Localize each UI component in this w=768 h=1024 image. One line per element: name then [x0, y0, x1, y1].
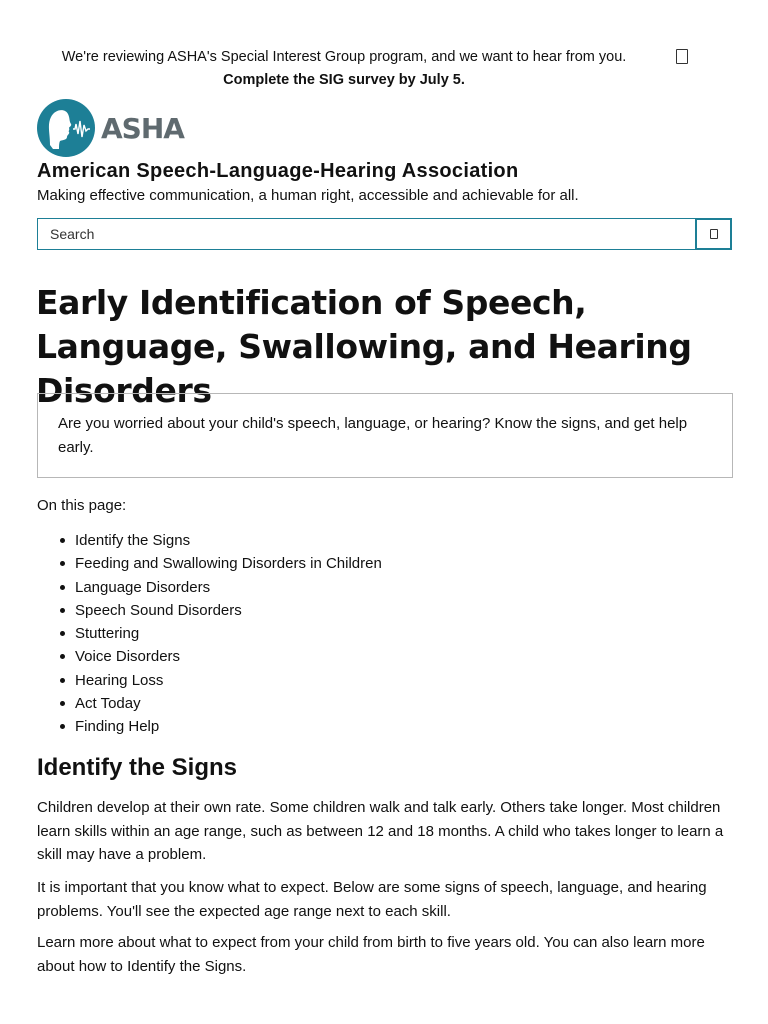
list-item	[37, 552, 382, 575]
asha-logo-mark-icon	[37, 99, 95, 157]
list-item	[37, 576, 382, 599]
toc-link-identify-signs[interactable]: Identify the Signs	[75, 532, 191, 549]
intro-callout: Are you worried about your child's speech, language, or hearing? Know the signs, and get help early.	[37, 393, 733, 478]
toc-link-speech-sound[interactable]: Speech Sound Disorders	[75, 601, 242, 619]
section-paragraph: Children develop at their own rate. Some children walk and talk early. Others take longer. Most children learn skills within an age range, such as between 12 and 18 months. A child who takes longer to learn a skill may have a problem.	[37, 799, 724, 863]
list-item	[37, 645, 382, 668]
org-name: American Speech-Language-Hearing Association	[37, 160, 519, 182]
search-button[interactable]	[695, 218, 732, 250]
list-item	[37, 715, 382, 738]
section-paragraph: Learn more about what to expect from your child from birth to five years old. You can also learn more about how to Identify the Signs.	[37, 934, 705, 975]
toc-link-voice-disorders[interactable]: Voice Disorders	[75, 648, 181, 666]
toc-link-hearing-loss[interactable]: Hearing Loss	[75, 671, 164, 689]
section-heading: Identify the Signs	[37, 754, 238, 781]
list-item	[37, 599, 382, 622]
banner-message	[44, 46, 644, 92]
toc-link-finding-help[interactable]: Finding Help	[75, 718, 160, 736]
search-icon	[710, 229, 718, 239]
section-paragraph: It is important that you know what to expect. Below are some signs of speech, language, and hearing problems. You'll see the expected age range next to each skill.	[37, 879, 707, 920]
toc-link-feeding-swallowing[interactable]: Feeding and Swallowing Disorders in Children	[75, 555, 382, 573]
toc-link-stuttering[interactable]: Stuttering	[75, 625, 140, 643]
banner-text: We're reviewing ASHA's Special Interest Group program, and we want to hear from you.	[61, 49, 627, 65]
toc-label: On this page:	[37, 497, 127, 514]
survey-link[interactable]: Complete the SIG survey by July 5.	[223, 72, 465, 88]
tagline: Making effective communication, a human right, accessible and achievable for all.	[37, 187, 579, 204]
search-bar	[37, 218, 732, 250]
announcement-banner	[0, 44, 768, 92]
list-item	[37, 692, 382, 715]
logo-wordmark: ASHA	[101, 111, 184, 145]
toc-link-language-disorders[interactable]: Language Disorders	[75, 578, 211, 596]
list-item	[37, 669, 382, 692]
asha-logo[interactable]	[37, 99, 187, 157]
search-input[interactable]	[37, 218, 695, 250]
toc-list	[37, 529, 382, 739]
page-title: Early Identification of Speech, Language, Swallowing, and Hearing Disorders	[36, 283, 692, 410]
close-icon[interactable]	[676, 49, 688, 64]
toc-link-act-today[interactable]: Act Today	[75, 695, 141, 713]
list-item	[37, 622, 382, 645]
list-item	[37, 529, 382, 552]
